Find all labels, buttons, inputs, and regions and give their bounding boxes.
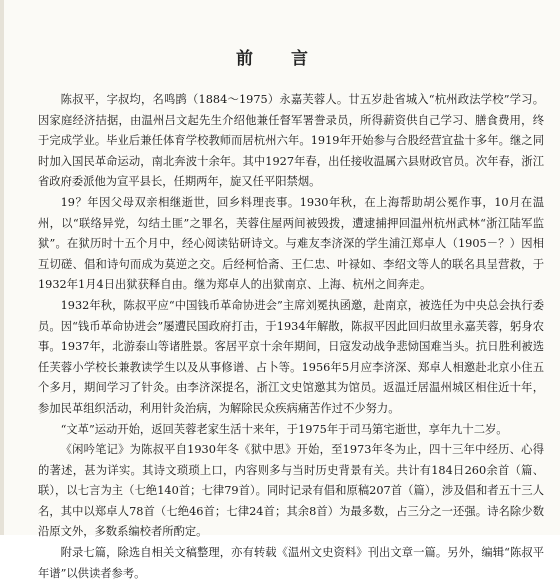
paragraph-appendix: 附录七篇，除选自相关文稿整理，亦有转载《温州文史资料》刊出文章一篇。另外，编辑“陈叔平年谱”以供读者参考。	[38, 546, 544, 580]
page-edge	[0, 0, 4, 535]
preface-body	[38, 90, 544, 584]
paragraph-later-life: 1932年秋，陈叔平应“中国钱币革命协进会”主席刘冕执函邀，赴南京，被选任为中央总会执行委员。因“钱币革命协进会”屡遭民国政府打击，于1934年解散，陈叔平因此回归故里永嘉芙蓉，躬身农事。1937年，北游泰山等诸胜景。客居平京十余年期间，日寇发动战争悲恸国难当头。抗日胜利被选任芙蓉小学校长兼教读学生以及从事修谱、占卜等。1956年5月应李济深、郑卓人相邀赴北京小住五个多月，期间学习了针灸。由李济深提名，浙江文史馆邀其为馆员。返温迁居温州城区相住近十年，参加民革组织活动，利用针灸治病，为解除民众疾病痛苦作过不少努力。	[38, 298, 544, 415]
paragraph-notes-description: 《闲吟笔记》为陈叔平自1930年冬《狱中思》开始，至1973年冬为止，四十三年中经历、心得的著述，甚为详实。其诗文琐琐上口，内容则多与当时历史背景有关。共计有184日260余首（篇、联），以七言为主（七绝140首；七律79首）。同时记录有倡和原稿207首（篇），涉及倡和者五十三人名，其中以郑卓人78首（七绝46首；七律24首；其余8首）为最多数，占三分之一还强。诗名除少数沿原文外，多数系编校者所酌定。	[38, 443, 544, 539]
paragraph-death: “文革”运动开始，返回芙蓉老家生活十来年，于1975年于司马第宅逝世，享年九十二岁。	[60, 422, 508, 436]
preface-title: 前 言	[236, 49, 324, 69]
paragraph-imprisonment: 19？年因父母双亲相继逝世，回乡料理丧事。1930年秋，在上海帮助胡公冕作事，10月在温州，以“联络异党，勾结土匪”之罪名，芙蓉住屋两间被毁拨，遭逮捕押回温州杭州武林“浙江陆军监狱”。在狱历时十五个月中，经心阅读钻研诗文。与难友李济深的学生浦江郑卓人（1905－？）因相互切磋、倡和诗句而成为莫逆之交。后经柯恰斋、王仁忠、叶禄如、李绍文等人的联名具呈营救，于1932年1月4日出狱获释自由。继为郑卓人的出狱南京、上海、杭州之间奔走。	[38, 195, 544, 292]
paragraph-biography: 陈叔平，字叔均，名鸣鹍（1884～1975）永嘉芙蓉人。廿五岁赴省城入“杭州政法学校”学习。因家庭经济拮据，由温州吕文起先生介绍他兼任督军署誊录员，所得薪资供自己学习、膳食费用，终于完成学业。毕业后兼任体育学校教师而居杭州六年。1919年开始参与合股经营宜盐十多年。继之同时加入国民革命运动，南北奔波十余年。其中1927年春，出任接收温属六县财政官员。次年春，浙江省政府委派他为宣平县长，任期两年，旋又任平阳禁烟。	[38, 93, 544, 189]
